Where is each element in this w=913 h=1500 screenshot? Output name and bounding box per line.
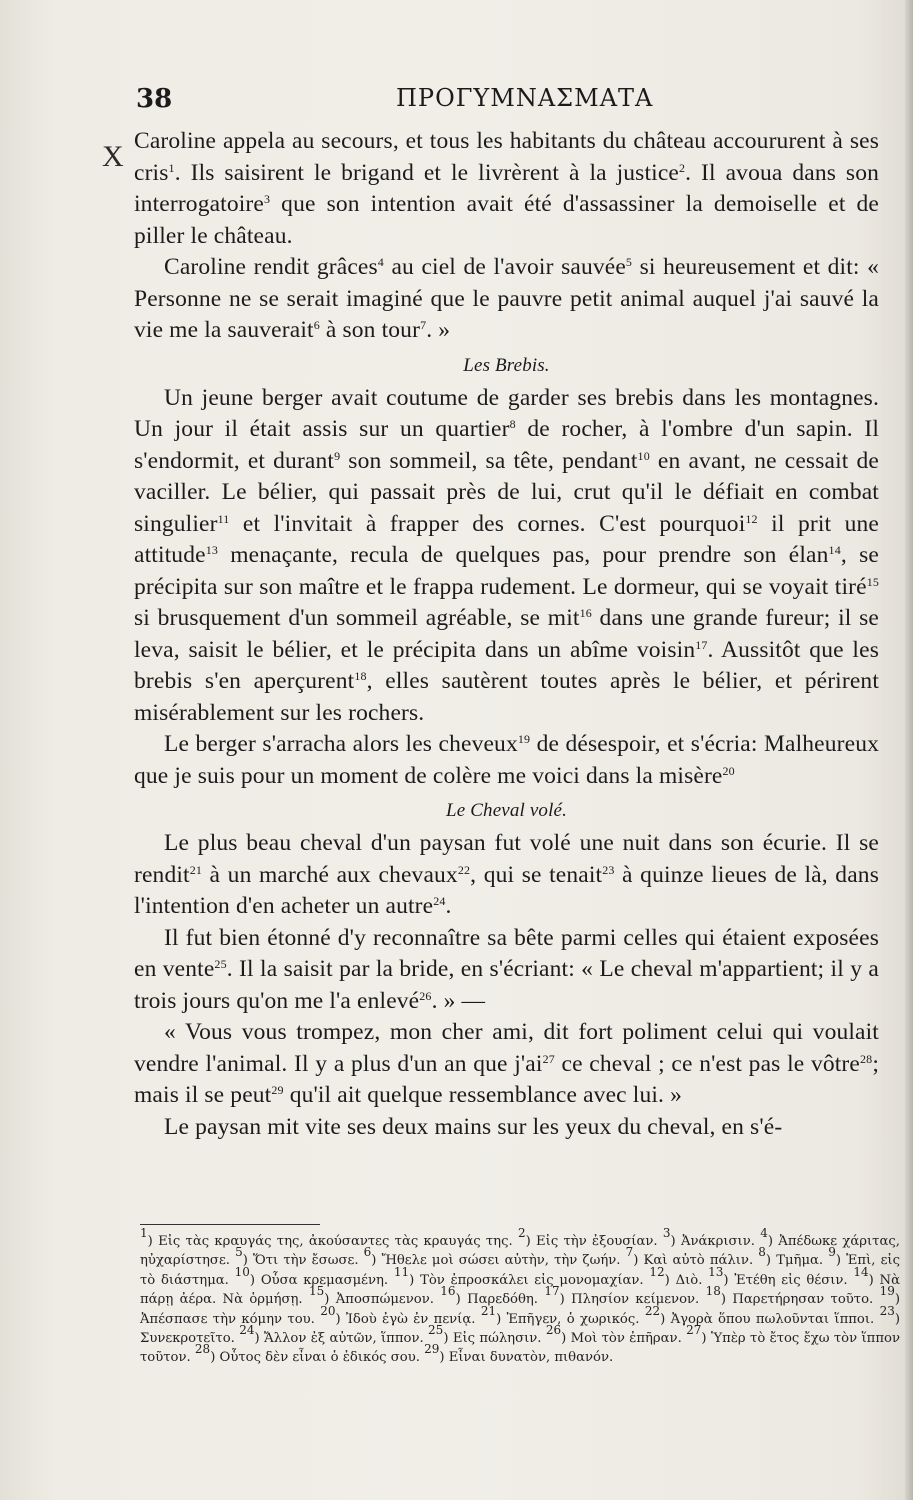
page-header: [134, 80, 874, 120]
paragraph-cheval-2: Il fut bien étonné d'y reconnaître sa bête parmi celles qui étaient exposées en vente$^{25}$. Il la saisit par la bride, en s'écriant: « Le cheval m'appartient; il y a trois jours qu'on me l'a enlevé$^{26}$. » —: [134, 924, 879, 1014]
footnote: $^8$) Τμῆμα.: [758, 1245, 824, 1269]
paragraph-cheval-1: Le plus beau cheval d'un paysan fut volé une nuit dans son écurie. Il se rendit$^{21}$ à un marché aux chevaux$^{22}$, qui se tenait$^{23}$ à quinze lieues de là, dans l'intention d'en acheter un autre$^{24}$.: [134, 830, 879, 919]
footnote: $^{17}$) Πλησίον κείμενον.: [544, 1284, 700, 1308]
footnote: $^6$) Ἤθελε μοὶ σώσει αὐτὴν, τὴν ζωήν.: [363, 1245, 621, 1269]
paragraph-brebis-2: Le berger s'arracha alors les cheveux$^{19}$ de désespoir, et s'écria: Malheureux que je suis pour un moment de colère me voici dans la misère$^{20}$: [134, 731, 879, 789]
handwritten-margin-mark: X: [102, 140, 124, 173]
section-title-brebis: Les Brebis.: [463, 354, 550, 376]
footnote: $^1$) Εἰς τὰς κραυγάς της, ἀκούσαντες τὰς κραυγάς της.: [140, 1226, 513, 1249]
footnote: $^{21}$) Ἐπῆγεν, ὁ χωρικός.: [480, 1303, 640, 1327]
footnote: $^{24}$) Ἄλλον ἐξ αὐτῶν, ἵππον.: [239, 1323, 424, 1347]
footnote: $^{29}$) Εἶναι δυνατὸν, πιθανόν.: [424, 1342, 614, 1366]
footnote: $^{25}$) Εἰς πώλησιν.: [428, 1323, 542, 1347]
footnote: $^{12}$) Διὸ.: [649, 1264, 703, 1288]
footnote: $^{15}$) Ἀποσπώμενον.: [308, 1284, 434, 1308]
footnote: $^{11}$) Τὸν ἐπροσκάλει εἰς μονομαχίαν.: [393, 1264, 644, 1288]
footnote: $^{20}$) Ἰδοὺ ἐγὼ ἐν πενίᾳ.: [320, 1303, 476, 1327]
footnote: $^{18}$) Παρετήρησαν τοῦτο.: [705, 1284, 874, 1308]
footnote: $^2$) Εἰς τὴν ἐξουσίαν.: [517, 1226, 658, 1249]
footnote: $^{16}$) Παρεδόθη.: [440, 1284, 538, 1308]
footnote-divider: [140, 1224, 320, 1225]
footnote: $^3$) Ἀνάκρισιν.: [662, 1226, 755, 1249]
paragraph-caroline-2: Caroline rendit grâces$^4$ au ciel de l'avoir sauvée$^5$ si heureusement et dit: « Personne ne se serait imaginé que le pauvre petit animal auquel j'ai sauvé la vie me la sauverait$^6$ à son tour$^7$. »: [134, 254, 880, 343]
footnote: $^9$) Ἐπὶ, εἰς τὸ διάστημα.: [140, 1245, 900, 1288]
footnote: $^{23}$) Συνεκροτεῖτο.: [140, 1303, 901, 1347]
section-title-cheval: Le Cheval volé.: [446, 800, 567, 821]
footnote: $^{19}$) Ἀπέσπασε τὴν κόμην του.: [140, 1284, 901, 1327]
main-text: [134, 126, 879, 1143]
footnote: $^{22}$) Ἀγορὰ ὅπου πωλοῦνται ἵπποι.: [644, 1303, 875, 1327]
footnote: $^7$) Καὶ αὐτὸ πάλιν.: [625, 1245, 754, 1269]
footnote: $^{26}$) Μοὶ τὸν ἐπῆραν.: [545, 1323, 682, 1347]
footnote: $^{28}$) Οὗτος δὲν εἶναι ὁ ἐδικός σου.: [194, 1342, 420, 1366]
footnote: $^{13}$) Ἐτέθη εἰς θέσιν.: [708, 1264, 848, 1288]
paragraph-cheval-3: « Vous vous trompez, mon cher ami, dit fort poliment celui qui voulait vendre l'animal. Il y a plus d'un an que $j'ai^{27}$ ce cheval ; ce n'est pas le vôtre$^{28}$; mais il se peut$^{29}$ qu'il ait quelque ressemblance avec lui. »: [134, 1019, 879, 1108]
footnote: $^{14}$) Νὰ πάρῃ ἀέρα. Νὰ ὁρμήσῃ.: [140, 1264, 900, 1308]
footnotes: [140, 1226, 901, 1368]
paragraph-caroline-1: Caroline appela au secours, et tous les habitants du château accoururent à ses cris$^1$. Ils saisirent le brigand et le livrèrent à la justice$^2$. Il avoua dans son interrogatoire$^3$ que son intention avait été d'assassiner la demoiselle et de piller le château.: [134, 128, 879, 249]
running-title: ΠΡΟΓΥΜΝΑΣΜΑΤΑ: [396, 84, 654, 112]
footnote: $^{27}$) Ὑπὲρ τὸ ἔτος ἔχω τὸν ἵππον τοῦτον.: [140, 1323, 900, 1366]
paragraph-brebis-1: Un jeune berger avait coutume de garder ses brebis dans les montagnes. Un jour il était assis sur un quartier$^8$ de rocher, à l'ombre d'un sapin. Il s'endormit, et durant$^9$ son sommeil, sa tête, pendant$^{10}$ en avant, ne cessait de vaciller. Le bélier, qui passait près de lui, crut qu'il le défiait en combat singulier$^{11}$ et l'invitait à frapper des cornes. C'est pourquoi$^{12}$ il prit une attitude$^{13}$ menaçante, recula de quelques pas, pour prendre son élan$^{14}$, se précipita sur son maître et le frappa rudement. Le dormeur, qui se voyait tiré$^{15}$ si brusquement d'un sommeil agréable, se mit$^{16}$ dans une grande fureur; il se leva, saisit le bélier, et le précipita dans un abîme voisin$^{17}$. Aussitôt que les brebis s'en aperçurent$^{18}$, elles sautèrent toutes après le bélier, et périrent misérablement sur les rochers.: [134, 384, 880, 726]
paragraph-cheval-4: Le paysan mit vite ses deux mains sur les yeux du cheval, en s'é-: [164, 1113, 783, 1140]
page-number: 38: [136, 84, 173, 114]
footnote: $^5$) Ὅτι τὴν ἔσωσε.: [235, 1245, 359, 1269]
page-edge: [905, 0, 913, 1500]
footnote: $^{10}$) Οὖσα κρεμασμένη.: [234, 1264, 389, 1288]
footnote: $^4$) Ἀπέδωκε χάριτας, ηὐχαρίστησε.: [140, 1226, 900, 1269]
